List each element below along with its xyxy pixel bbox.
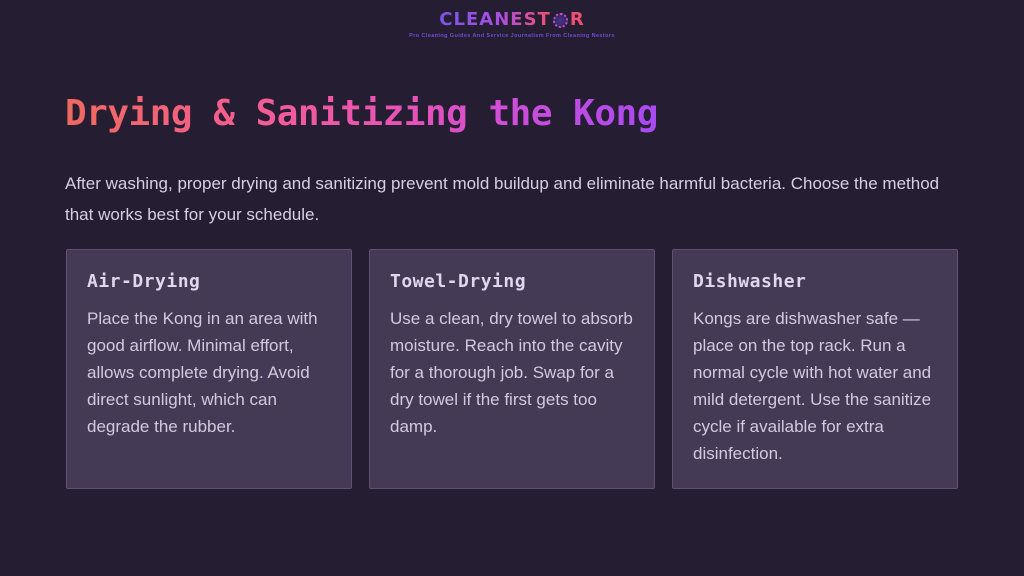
card-title: Air-Drying	[87, 271, 201, 292]
card-air-drying	[66, 249, 352, 489]
logo-tagline: Pro Cleaning Guides And Service Journalism From Cleaning Nestors	[409, 33, 615, 39]
card-body: Kongs are dishwasher safe — place on the top rack. Run a normal cycle with hot water and mild detergent. Use the sanitize cycle if available for extra disinfection.	[693, 309, 932, 463]
site-header	[0, 0, 1024, 39]
card-body: Place the Kong in an area with good airflow. Minimal effort, allows complete drying. Avoid direct sunlight, which can degrade the rubber.	[87, 309, 318, 436]
logo-text-pre: CLEANEST	[439, 9, 551, 30]
page-title: Drying & Sanitizing the Kong	[65, 93, 658, 134]
globe-icon	[553, 13, 568, 28]
cards-row	[66, 249, 958, 489]
card-title: Dishwasher	[693, 271, 807, 292]
intro-paragraph: After washing, proper drying and sanitizing prevent mold buildup and eliminate harmful bacteria. Choose the method that works best for your schedule.	[65, 174, 940, 224]
card-towel-drying	[369, 249, 655, 489]
card-dishwasher	[672, 249, 958, 489]
card-body: Use a clean, dry towel to absorb moisture. Reach into the cavity for a thorough job. Swap for a dry towel if the first gets too damp.	[390, 309, 633, 436]
logo-text-post: R	[569, 9, 585, 30]
logo	[439, 11, 584, 29]
card-title: Towel-Drying	[390, 271, 527, 292]
